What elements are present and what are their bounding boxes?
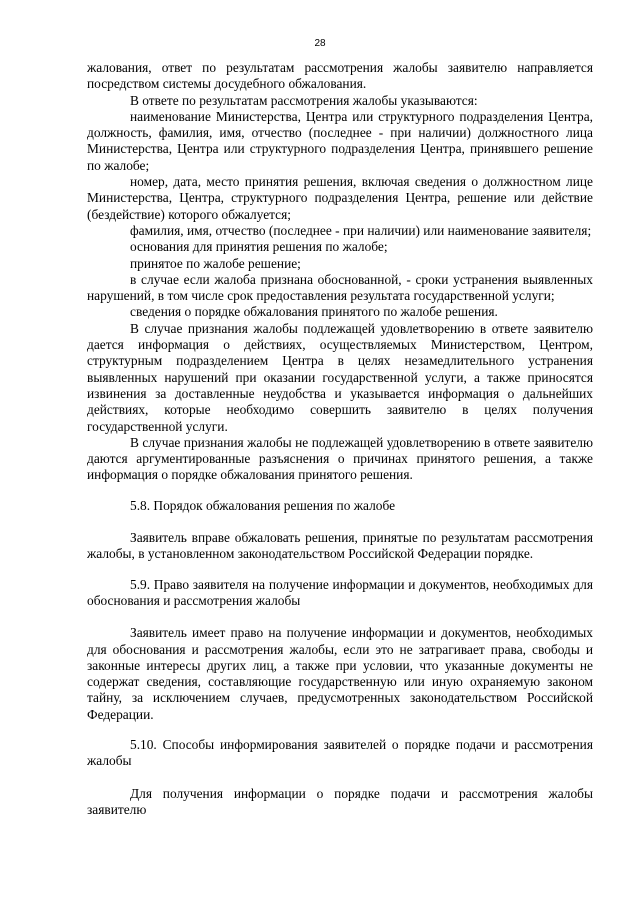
paragraph-complaint-satisfied: В случае признания жалобы подлежащей удовлетворению в ответе заявителю дается информация о действиях, осуществляемых Министерством, Центром, структурным подразделением Центра в целях незамедлительного устранения выявленных нарушений при оказании государственной услуги, а также приносятся извинения за доставленные неудобства и указывается информация о дальнейших действиях, которые необходимо совершить заявителю в целях получения государственной услуги.	[87, 320, 593, 434]
document-body	[87, 60, 593, 818]
paragraph-information-methods: Для получения информации о порядке подачи и рассмотрения жалобы заявителю	[87, 785, 593, 817]
list-item-decision: принятое по жалобе решение;	[130, 255, 301, 271]
page-number: 28	[314, 38, 326, 49]
paragraph-continuation: жалования, ответ по результатам рассмотрения жалобы заявителю направляется посредством системы досудебного обжалования.	[87, 60, 593, 92]
list-item-decision-details: номер, дата, место принятия решения, включая сведения о должностном лице Министерства, Центра, структурного подразделения Центра, решение или действие (бездействие) которого обжалуется;	[87, 174, 593, 222]
list-item-decision-grounds: основания для принятия решения по жалобе;	[130, 239, 388, 255]
section-heading-5-10: 5.10. Способы информирования заявителей о порядке подачи и рассмотрения жалобы	[87, 736, 593, 769]
list-item-applicant-name: фамилия, имя, отчество (последнее - при наличии) или наименование заявителя;	[130, 222, 592, 238]
paragraph-information-right: Заявитель имеет право на получение информации и документов, необходимых для обоснования и рассмотрения жалобы, если это не затрагивает права, свободы и законные интересы других лиц, а также при условии, что указанные документы не содержат сведения, составляющие государственную или иную охраняемую законом тайну, за исключением случаев, предусмотренных законодательством Российской Федерации.	[87, 625, 593, 722]
paragraph-complaint-rejected: В случае признания жалобы не подлежащей удовлетворению в ответе заявителю даются аргументированные разъяснения о причинах принятого решения, а также информация о порядке обжалования принятого решения.	[87, 434, 593, 483]
list-item-correction-deadlines: в случае если жалоба признана обоснованной, - сроки устранения выявленных нарушений, в том числе срок предоставления результата государственной услуги;	[87, 271, 593, 304]
list-item-appeal-procedure: сведения о порядке обжалования принятого по жалобе решения.	[130, 304, 498, 320]
list-item-authority-name: наименование Министерства, Центра или структурного подразделения Центра, должность, фамилия, имя, отчество (последнее - при наличии) должностного лица Министерства, Центра или структурного подразделения Центра, принявшего решение по жалобе;	[87, 108, 593, 173]
section-heading-5-9: 5.9. Право заявителя на получение информации и документов, необходимых для обоснования и рассмотрения жалобы	[87, 576, 593, 608]
section-heading-5-8: 5.8. Порядок обжалования решения по жалобе	[130, 497, 396, 513]
paragraph-answer-contents-intro: В ответе по результатам рассмотрения жалобы указываются:	[130, 92, 478, 108]
paragraph-appeal-right: Заявитель вправе обжаловать решения, принятые по результатам рассмотрения жалобы, в установленном законодательством Российской Федерации порядке.	[87, 530, 593, 562]
